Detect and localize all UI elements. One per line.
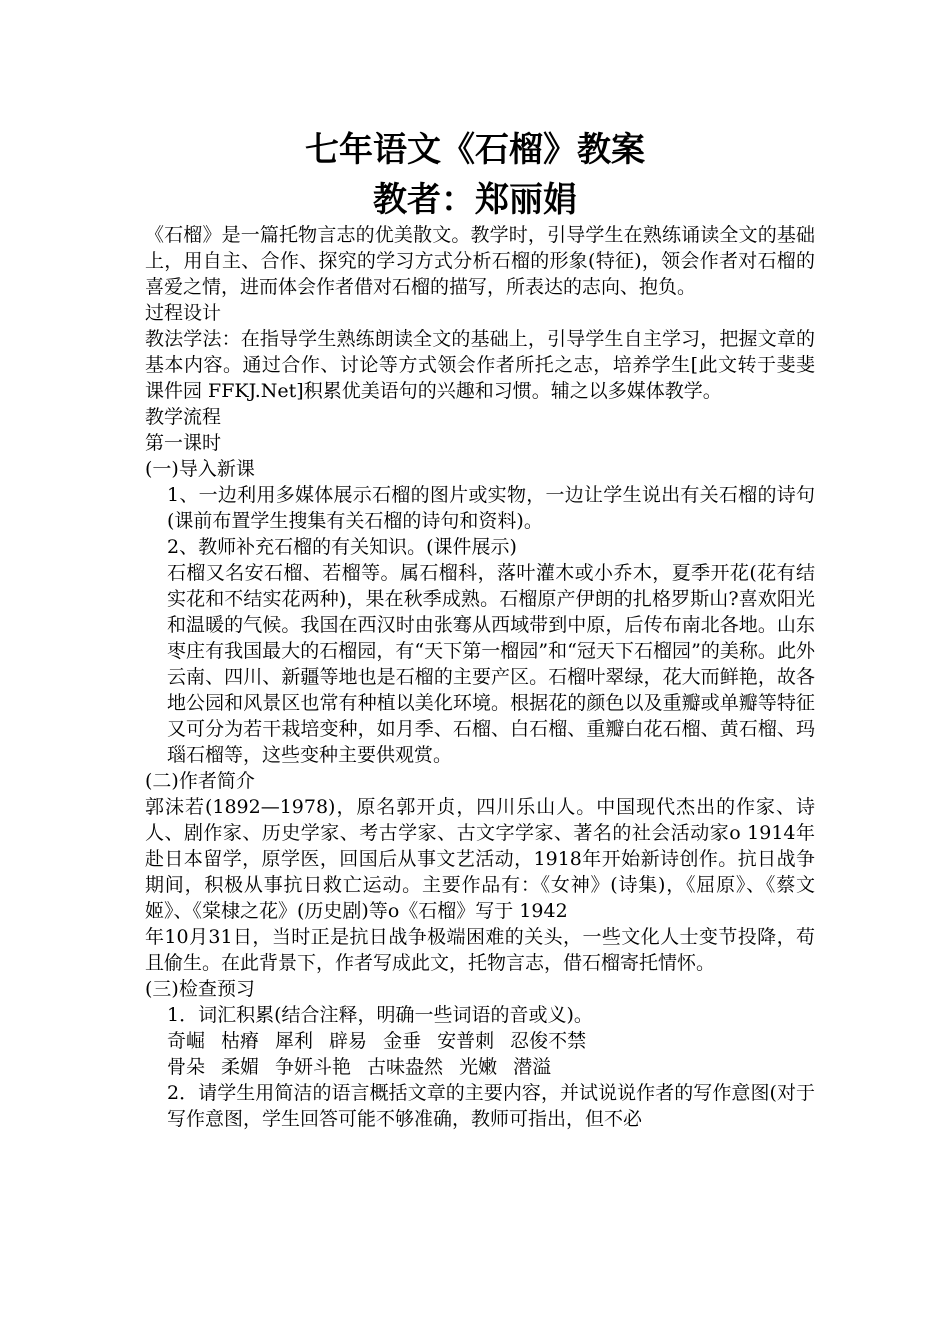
intro-paragraph: 《石榴》是一篇托物言志的优美散文。教学时，引导学生在熟练诵读全文的基础上，用自主、合作、探究的学习方式分析石榴的形象(特征)，领会作者对石榴的喜爱之情，进而体会作者借对石榴的描写，所表达的志向、抱负。 [145,224,815,298]
lesson-heading: 第一课时 [145,432,222,454]
subsection-heading-preview: (三)检查预习 [145,978,255,1000]
vocab-word: 犀利 [275,1030,314,1052]
vocab-instruction: 1．词汇积累(结合注释，明确一些词语的音或义)。 [167,1004,593,1026]
vocab-word: 柔媚 [221,1056,260,1078]
vocab-word: 潜溢 [513,1056,552,1078]
step-1-paragraph: 1、一边利用多媒体展示石榴的图片或实物，一边让学生说出有关石榴的诗句(课前布置学生搜集有关石榴的诗句和资料)。 [167,484,815,532]
vocab-word: 辟易 [329,1030,368,1052]
author-bio-paragraph: 郭沫若(1892—1978)，原名郭开贞，四川乐山人。中国现代杰出的作家、诗人、剧作家、历史学家、考古学家、古文字学家、著名的社会活动家o 1914年赴日本留学，原学医，回国后从事文艺活动，1918年开始新诗创作。抗日战争期间，积极从事抗日救亡运动。主要作品有：《女神》(诗集)，《屈原》、《蔡文姬》、《棠棣之花》(历史剧)等o《石榴》写于 1942 [145,796,815,922]
step-2-paragraph: 2、教师补充石榴的有关知识。(课件展示) [167,536,517,558]
vocab-word: 骨朵 [167,1056,206,1078]
subsection-heading-author: (二)作者简介 [145,770,255,792]
section-heading-flow: 教学流程 [145,406,222,428]
vocab-word: 争妍斗艳 [275,1056,352,1078]
vocab-word: 忍俊不禁 [510,1030,587,1052]
vocab-row-1 [145,1028,815,1054]
author-line: 教者：郑丽娟 [373,180,577,220]
section-heading-process: 过程设计 [145,302,222,324]
vocab-row-2 [145,1054,815,1080]
vocab-word: 枯瘠 [221,1030,260,1052]
vocab-word: 奇崛 [167,1030,206,1052]
subsection-heading-intro: (一)导入新课 [145,458,255,480]
method-paragraph: 教法学法：在指导学生熟练朗读全文的基础上，引导学生自主学习，把握文章的基本内容。通过合作、讨论等方式领会作者所托之志，培养学生[此文转于斐斐课件园 FFKJ.Net]积累优美语句的兴趣和习惯。辅之以多媒体教学。 [145,328,815,402]
pomegranate-info-paragraph: 石榴又名安石榴、若榴等。属石榴科，落叶灌木或小乔木，夏季开花(花有结实花和不结实花两种)，果在秋季成熟。石榴原产伊朗的扎格罗斯山?喜欢阳光和温暖的气候。我国在西汉时由张骞从西域带到中原，后传布南北各地。山东枣庄有我国最大的石榴园，有“天下第一榴园”和“冠天下石榴园”的美称。此外云南、四川、新疆等地也是石榴的主要产区。石榴叶翠绿，花大而鲜艳，故各地公园和风景区也常有种植以美化环境。根据花的颜色以及重瓣或单瓣等特征又可分为若干栽培变种，如月季、石榴、白石榴、重瓣白花石榴、黄石榴、玛瑙石榴等，这些变种主要供观赏。 [167,562,815,766]
document-body [145,222,815,1132]
vocab-word: 金垂 [383,1030,422,1052]
summary-instruction: 2．请学生用简洁的语言概括文章的主要内容，并试说说作者的写作意图(对于写作意图，学生回答可能不够准确，教师可指出，但不必 [167,1082,815,1130]
vocab-word: 古味盎然 [367,1056,444,1078]
vocab-word: 光嫩 [459,1056,498,1078]
author-bio-continued: 年10月31日，当时正是抗日战争极端困难的关头，一些文化人士变节投降，苟且偷生。在此背景下，作者写成此文，托物言志，借石榴寄托情怀。 [145,926,815,974]
document-title: 七年语文《石榴》教案 [305,130,645,170]
vocab-word: 安普刺 [437,1030,495,1052]
